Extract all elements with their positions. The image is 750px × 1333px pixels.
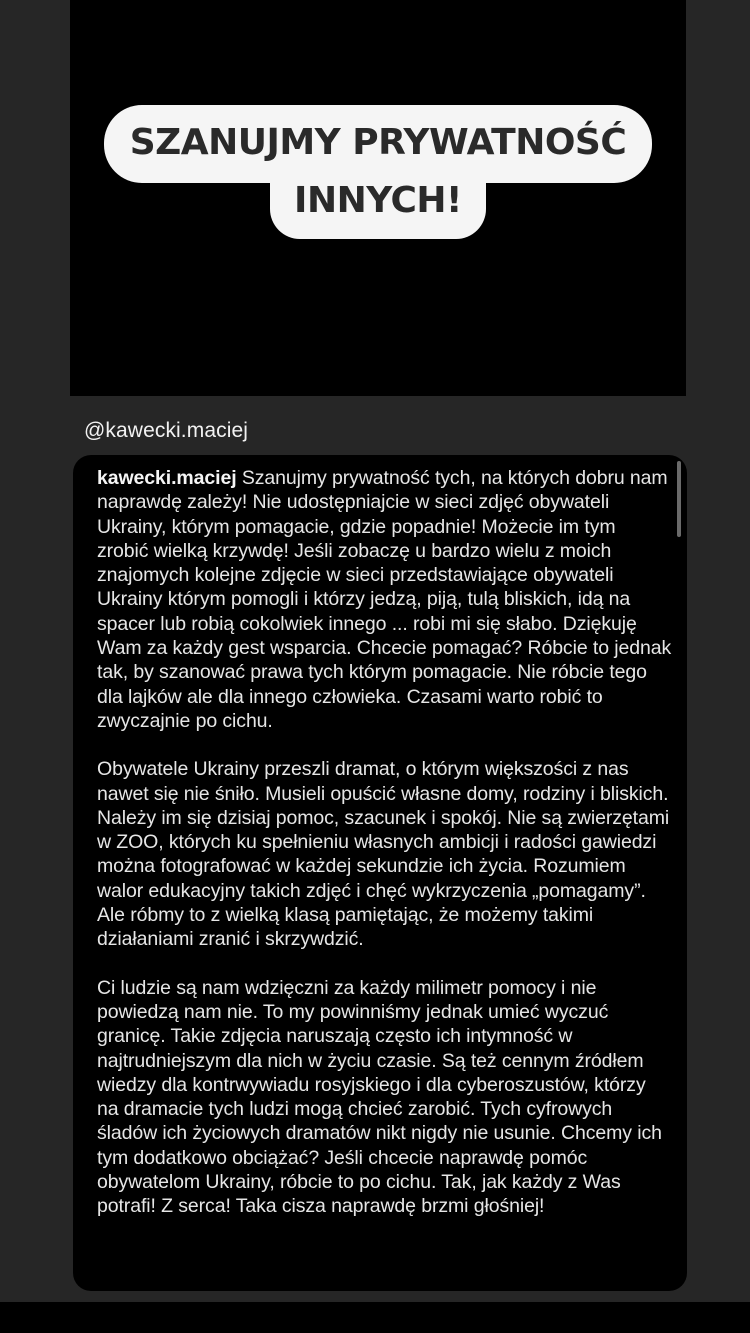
caption-card[interactable] xyxy=(73,455,687,1291)
bottom-bar xyxy=(0,1302,750,1333)
caption-author[interactable]: kawecki.maciej xyxy=(97,467,237,489)
caption-paragraph-1 xyxy=(97,466,672,733)
caption-paragraph-1-text: Szanujmy prywatność tych, na których dobru nam naprawdę zależy! Nie udostępniajcie w sieci zdjęć obywateli Ukrainy, którym pomagacie, gdzie popadnie! Możecie im tym zrobić wielką krzywdę! Jeśli zobaczę u bardzo wielu z moich znajomych kolejne zdjęcie w sieci przedstawiające obywateli Ukrainy którym pomogli i którzy jedzą, piją, tulą bliskich, idą na spacer lub robią cokolwiek innego ... robi mi się słabo. Dziękuję Wam za każdy gest wsparcia. Chcecie pomagać? Róbcie to jednak tak, by szanować prawa tych którym pomagacie. Nie róbcie tego dla lajków ale dla innego człowieka. Czasami warto robić to zwyczajnie po cichu. xyxy=(97,467,672,732)
caption-paragraph-2: Obywatele Ukrainy przeszli dramat, o którym większości z nas nawet się nie śniło. Musieli opuścić własne domy, rodziny i bliskich. Należy im się dzisiaj pomoc, szacunek i spokój. Nie są zwierzętami w ZOO, których ku spełnieniu własnych ambicji i radości gawiedzi można fotografować w każdej sekundzie ich życia. Rozumiem walor edukacyjny takich zdjęć i chęć wykrzyczenia „pomagamy”. Ale róbmy to z wielką klasą pamiętając, że możemy takimi działaniami zranić i skrzywdzić. xyxy=(97,758,670,951)
story-image xyxy=(70,0,686,396)
scrollbar[interactable] xyxy=(677,461,681,537)
caption-text xyxy=(97,466,672,1243)
mention-link[interactable]: @kawecki.maciej xyxy=(84,419,249,442)
caption-paragraph-3: Ci ludzie są nam wdzięczni za każdy milimetr pomocy i nie powiedzą nam nie. To my powinniśmy jednak umieć wyczuć granicę. Takie zdjęcia naruszają często ich intymność w najtrudniejszym dla nich w życiu czasie. Są też cennym źródłem wiedzy dla kontrwywiadu rosyjskiego i dla cyberoszustów, którzy na dramacie tych ludzi mogą chcieć zarobić. Tych cyfrowych śladów ich życiowych dramatów nikt nigdy nie usunie. Chcemy ich tym dodatkowo obciążać? Jeśli chcecie naprawdę pomóc obywatelom Ukrainy, róbcie to po cichu. Tak, jak każdy z Was potrafi! Z serca! Taka cisza naprawdę brzmi głośniej! xyxy=(97,976,662,1218)
sticker-line-2: INNYCH! xyxy=(270,169,486,239)
text-sticker xyxy=(98,105,658,239)
sticker-line-1: SZANUJMY PRYWATNOŚĆ xyxy=(104,105,653,183)
